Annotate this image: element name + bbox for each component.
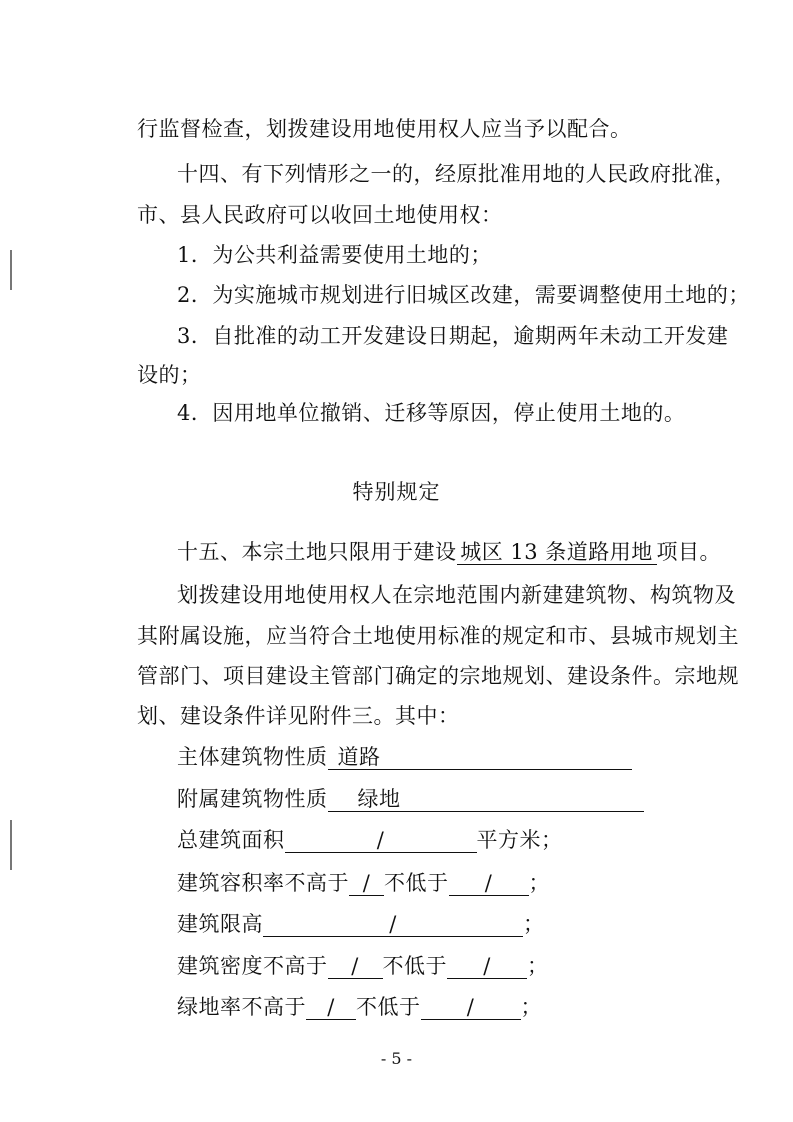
field-mid-label: 不低于 — [356, 995, 421, 1019]
clause-15 — [177, 538, 721, 566]
field-end: ； — [523, 912, 545, 936]
clause-15-prefix: 十五、本宗土地只限用于建设 — [177, 540, 457, 564]
field-label: 建筑容积率不高于 — [177, 871, 349, 895]
field-mid-label: 不低于 — [384, 871, 449, 895]
field-building-density — [177, 952, 549, 980]
field-plot-ratio — [177, 869, 550, 897]
field-height-limit — [177, 910, 545, 938]
field-value: / — [285, 828, 477, 853]
field-max-value: / — [306, 995, 356, 1020]
field-label: 建筑限高 — [177, 912, 263, 936]
field-end: ； — [520, 995, 542, 1019]
body-line: 4．因用地单位撤销、迁移等原因，停止使用土地的。 — [177, 401, 686, 425]
body-line: 市、县人民政府可以收回土地使用权： — [137, 203, 503, 227]
body-line: 2．为实施城市规划进行旧城区改建，需要调整使用土地的； — [177, 283, 750, 307]
para-line: 管部门、项目建设主管部门确定的宗地规划、建设条件。宗地规 — [137, 664, 739, 688]
field-value: / — [263, 912, 523, 937]
body-line: 1．为公共利益需要使用土地的； — [177, 243, 492, 267]
field-min-value: / — [421, 995, 521, 1020]
field-end: ； — [527, 954, 549, 978]
field-mid-label: 不低于 — [382, 954, 447, 978]
body-line: 3．自批准的动工开发建设日期起，逾期两年未动工开发建 — [177, 324, 729, 348]
field-label: 主体建筑物性质 — [177, 745, 328, 769]
clause-15-suffix: 项目。 — [656, 540, 721, 564]
para-line: 划、建设条件详见附件三。其中： — [137, 704, 460, 728]
field-label: 附属建筑物性质 — [177, 787, 328, 811]
field-end: ； — [528, 871, 550, 895]
para-line: 划拨建设用地使用权人在宗地范围内新建建筑物、构筑物及 — [177, 583, 736, 607]
field-label: 绿地率不高于 — [177, 995, 306, 1019]
field-unit: 平方米； — [476, 828, 563, 852]
body-line: 设的； — [137, 363, 202, 387]
field-label: 建筑密度不高于 — [177, 954, 328, 978]
body-line: 行监督检查，划拨建设用地使用权人应当予以配合。 — [137, 117, 632, 141]
page-number: - 5 - — [380, 1049, 413, 1068]
project-name-field: 城区 13 条道路用地 — [457, 540, 657, 565]
body-line: 十四、有下列情形之一的，经原批准用地的人民政府批准， — [177, 162, 736, 186]
field-max-value: / — [349, 871, 384, 896]
field-aux-building-nature — [177, 785, 644, 813]
field-main-building-nature — [177, 743, 632, 771]
field-value: 绿地 — [328, 787, 644, 812]
para-line: 其附属设施，应当符合土地使用标准的规定和市、县城市规划主 — [137, 624, 739, 648]
field-total-floor-area — [177, 826, 563, 854]
field-min-value: / — [449, 871, 529, 896]
field-min-value: / — [447, 954, 527, 979]
field-label: 总建筑面积 — [177, 828, 285, 852]
field-green-ratio — [177, 993, 542, 1021]
field-value: 道路 — [328, 745, 632, 770]
scan-edge-mark — [10, 820, 12, 870]
field-max-value: / — [328, 954, 383, 979]
scan-edge-mark — [10, 250, 12, 290]
section-heading: 特别规定 — [352, 480, 441, 504]
